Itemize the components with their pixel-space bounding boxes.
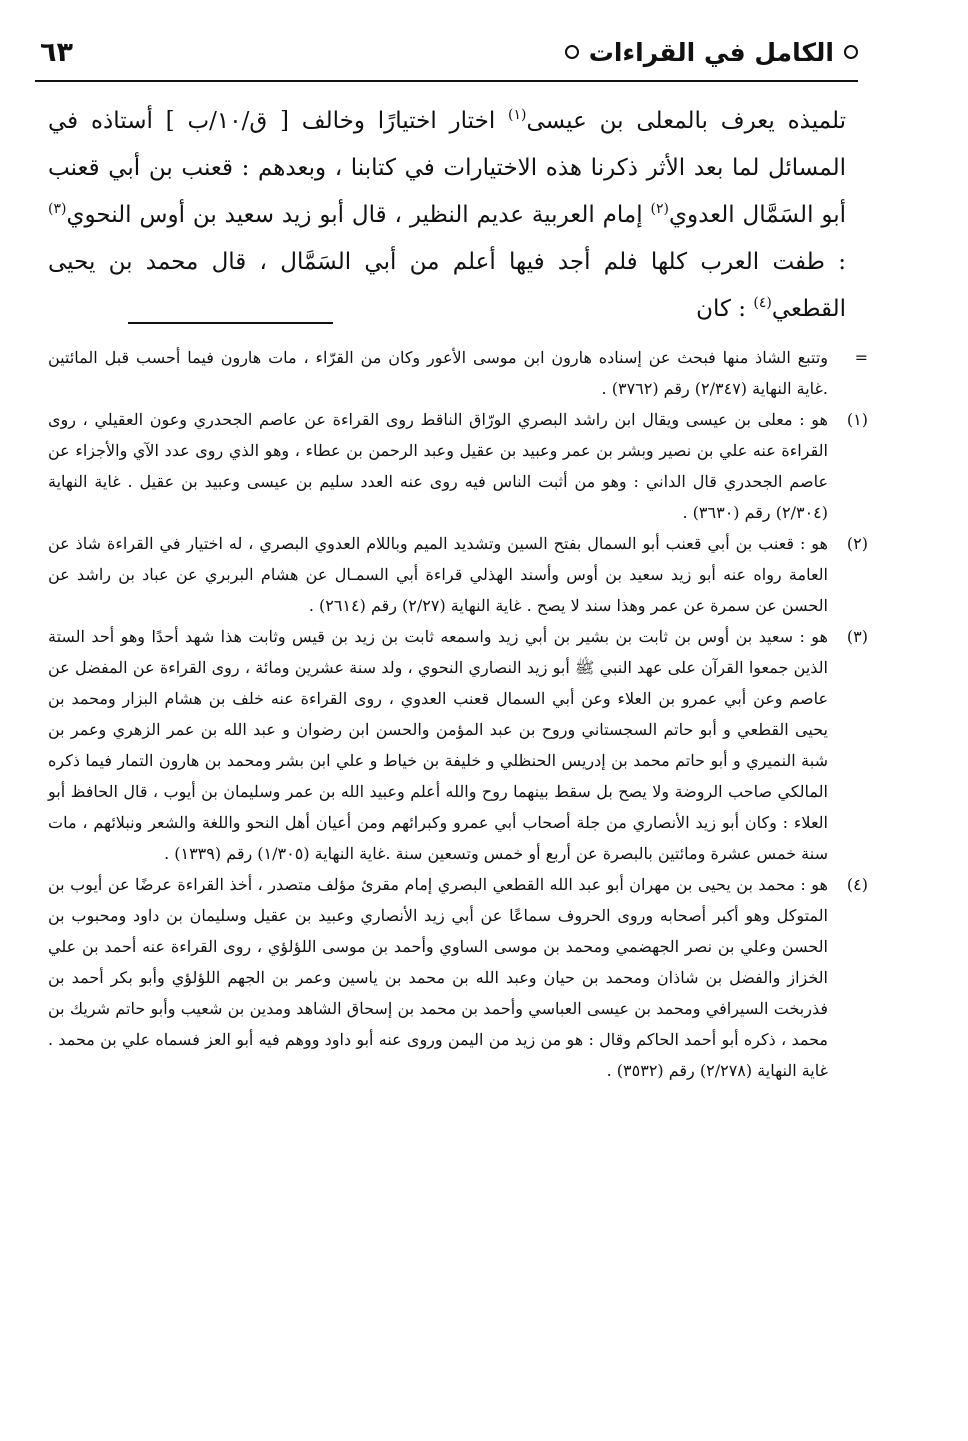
- footnote-3: [48, 621, 868, 869]
- footnote-marker: =: [854, 348, 868, 367]
- main-text-segment: تلميذه يعرف بالمعلى بن عيسى: [526, 108, 846, 134]
- footnote-reference: (١): [508, 107, 527, 123]
- main-text-segment: إمام العربية عديم النظير ، قال أبو زيد سعيد بن أوس النحوي: [66, 202, 651, 228]
- main-text-segment: اختار اختيارًا وخالف [ ق/١٠/ب ] أستاذه في المسائل لما بعد الأثر ذكرنا هذه الاختيارات في كتابنا ، وبعدهم : قعنب بن أبي قعنب أبو السَمَّال العدوي: [48, 108, 847, 228]
- main-text: [48, 98, 846, 333]
- footnote-marker: (١): [846, 410, 868, 429]
- main-paragraph: [48, 98, 846, 333]
- main-text-segment: : كان: [696, 296, 754, 322]
- footnote-1: [48, 404, 868, 528]
- footnote-4: [48, 869, 868, 1086]
- header-title: [565, 38, 858, 67]
- footnote-reference: (٤): [753, 295, 772, 311]
- footnote-marker: (٢): [846, 534, 868, 553]
- footnote-2: [48, 528, 868, 621]
- footnote-marker: (٣): [846, 627, 868, 646]
- ring-ornament-icon: [844, 45, 858, 59]
- footnote-text: هو : محمد بن يحيى بن مهران أبو عبد الله القطعي البصري إمام مقرئ مؤلف متصدر ، أخذ القراءة عرضًا عن أيوب بن المتوكل وهو أكبر أصحابه وروى الحروف سماعًا عن أبي زيد الأنصاري وعبيد بن عقيل وسليمان بن داود ومحبوب بن الحسن وعلي بن نصر الجهضمي ومحمد بن موسى الساوي وأحمد بن موسى اللؤلؤي ، روى القراءة عنه أحمد بن علي الخزاز والفضل بن شاذان ومحمد بن حيان وعبد الله بن محمد بن ياسين وعمر بن الجهم اللؤلؤي وأبو بكر أحمد بن فذربخت السيرافي ومحمد بن عيسى العباسي وأحمد بن محمد بن إسحاق الشاهد ومدين بن شعيب وأبو حاتم شريك بن محمد ، ذكره أبو أحمد الحاكم وقال : هو من زيد من اليمن وروى عنه أبو داود ووهم فيه أبو العز فسماه علي بن محمد . غاية النهاية (٢/٢٧٨) رقم (٣٥٣٢) .: [48, 875, 829, 1080]
- footnote-text: هو : قعنب بن أبي قعنب أبو السمال بفتح السين وتشديد الميم وباللام العدوي البصري ، له اختيار في القراءة شاذ عن العامة رواه عنه أبو زيد سعيد بن أوس وأسند الهذلي قراءة أبي السمـال عن هشام البربري عن عباد بن راشد عن الحسن عن سمرة عن عمر وهذا سند لا يصح . غاية النهاية (٢/٢٧) رقم (٢٦١٤) .: [48, 534, 828, 615]
- footnotes: [48, 342, 868, 1086]
- footnote-text: هو : معلى بن عيسى ويقال ابن راشد البصري الورّاق الناقط روى القراءة عن عاصم الجحدري وعون العقيلي ، روى القراءة عنه علي بن نصير وبشر بن عمر وعبيد بن عقيل وعبد الرحمن بن عطاء ، وهو الذي روى عدد الآي والأجزاء عن عاصم الجحدري قال الداني : وهو من أثبت الناس فيه روى عنه العدد سليم بن عيسى وعبيد بن عقيل . غاية النهاية (٢/٣٠٤) رقم (٣٦٣٠) .: [48, 410, 828, 522]
- footnote-marker: (٤): [846, 875, 868, 894]
- footnote-reference: (٣): [48, 201, 67, 217]
- running-header: [40, 28, 858, 76]
- footnote-text: وتتبع الشاذ منها فبحث عن إسناده هارون ابن موسى الأعور وكان من القرّاء ، مات هارون فيما أحسب قبل المائتين .غاية النهاية (٢/٣٤٧) رقم (٣٧٦٢) .: [48, 348, 828, 398]
- main-text-segment: : طفت العرب كلها فلم أجد فيها أعلم من أبي السَمَّال ، قال محمد بن يحيى القطعي: [48, 249, 846, 322]
- ring-ornament-icon: [565, 45, 579, 59]
- footnote-divider: [128, 322, 333, 324]
- book-title: الكامل في القراءات: [588, 37, 834, 67]
- page-number: ٦٣: [40, 36, 73, 68]
- header-divider: [35, 80, 858, 82]
- footnote-reference: (٢): [650, 201, 669, 217]
- footnote-text: هو : سعيد بن أوس بن ثابت بن بشير بن أبي زيد واسمعه ثابت بن زيد بن قيس وثابت هذا شهد أحدًا وهو أحد الستة الذين جمعوا القرآن على عهد النبي ﷺ أبو زيد النصاري النحوي ، ولد سنة عشرين ومائة ، روى القراءة عن المفضل عن عاصم وعن أبي عمرو بن العلاء وعن أبي السمال قعنب العدوي ، روى القراءة عنه خلف بن هشام البزار ومحمد بن يحيى القطعي و أبو حاتم السجستاني وروح بن عبد المؤمن والحسن ابن رضوان و عبد الله بن عمر الزهري وعمر بن شبة النميري و أبو حاتم محمد بن إدريس الحنظلي و خليفة بن خياط و علي ابن بشر ومحمد بن هارون التمار فيما ذكره المالكي صاحب الروضة ولا يصح بل سقط بينهما روح والله أعلم وعبيد الله بن عمر وسليمان بن أيوب ، قال الحافظ أبو العلاء : وكان أبو زيد الأنصاري من جلة أصحاب أبي عمرو وكبرائهم ومن أعيان أهل النحو واللغة والشعر ونبلائهم ، مات سنة خمس عشرة ومائتين بالبصرة عن أربع أو خمس وتسعين سنة .غاية النهاية (١/٣٠٥) رقم (١٣٣٩) .: [48, 627, 828, 863]
- footnote-continuation: [48, 342, 868, 404]
